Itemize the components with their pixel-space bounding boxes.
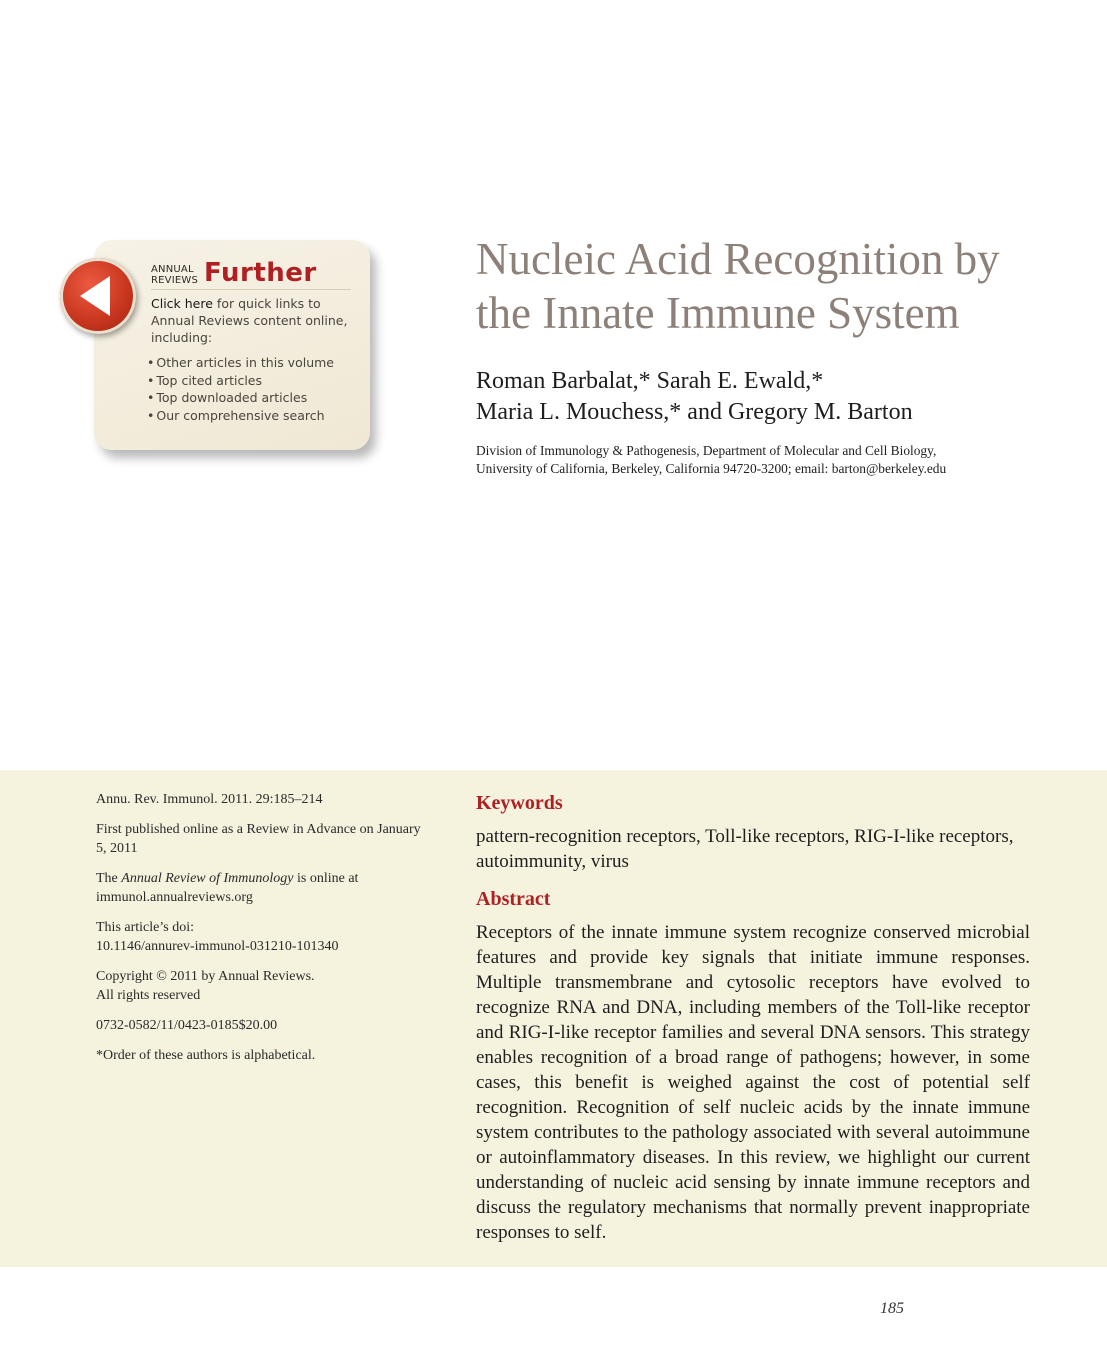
journal-name: Annual Review of Immunology bbox=[121, 871, 294, 886]
further-link-top-downloaded[interactable]: • Top downloaded articles bbox=[147, 389, 351, 407]
brand-line-annual: ANNUAL bbox=[151, 264, 194, 275]
keywords-heading: Keywords bbox=[476, 792, 563, 814]
issn: 0732-0582/11/0423-0185$20.00 bbox=[96, 1018, 278, 1033]
keywords-text: pattern-recognition receptors, Toll-like receptors, RIG-I-like receptors, autoimmunity, virus bbox=[476, 826, 1014, 872]
doi-value[interactable]: 10.1146/annurev-immunol-031210-101340 bbox=[96, 939, 339, 954]
keywords-abstract-column bbox=[476, 790, 1030, 1245]
article-title-line-1: Nucleic Acid Recognition by bbox=[476, 234, 1000, 284]
page-number: 185 bbox=[880, 1300, 904, 1317]
further-text bbox=[151, 260, 351, 424]
article-info-sidebar bbox=[96, 790, 426, 1076]
abstract-heading: Abstract bbox=[476, 888, 551, 910]
further-link-other-articles[interactable]: • Other articles in this volume bbox=[147, 354, 351, 372]
abstract-text: Receptors of the innate immune system recognize conserved microbial features and provide key signals that initiate immune responses. Multiple transmembrane and cytosolic receptors have evolved to recognize RNA and DNA, including members of the Toll-like receptor and RIG-I-like receptor families and several DNA sensors. This strategy enables recognition of a broad range of pathogens; however, in some cases, this benefit is weighed against the cost of potential self recognition. Recognition of self nucleic acids by the innate immune system contributes to the pathology associated with several autoimmune or autoinflammatory diseases. In this review, we highlight our current understanding of nucleic acid sensing by innate immune receptors and discuss the regulatory mechanisms that normally prevent inappropriate responses to self. bbox=[476, 922, 1030, 1243]
further-link-search[interactable]: • Our comprehensive search bbox=[147, 407, 351, 425]
rights: All rights reserved bbox=[96, 988, 201, 1003]
annual-reviews-logo bbox=[151, 260, 351, 290]
further-link-top-cited[interactable]: • Top cited articles bbox=[147, 372, 351, 390]
article-title-line-2: the Innate Immune System bbox=[476, 288, 960, 338]
brand-line-reviews: REVIEWS bbox=[151, 275, 199, 286]
further-back-arrow-icon[interactable] bbox=[60, 258, 136, 334]
further-description bbox=[151, 295, 351, 346]
click-here-link[interactable]: Click here bbox=[151, 296, 213, 311]
citation: Annu. Rev. Immunol. 2011. 29:185–214 bbox=[96, 792, 323, 807]
author-order-note: *Order of these authors is alphabetical. bbox=[96, 1048, 316, 1063]
authors-line-1: Roman Barbalat,* Sarah E. Ewald,* bbox=[476, 368, 824, 394]
further-description-text: for quick links to Annual Reviews content online, including: bbox=[151, 296, 348, 345]
article-title bbox=[476, 232, 1076, 340]
further-links-list bbox=[147, 354, 351, 424]
first-published: First published online as a Review in Advance on January 5, 2011 bbox=[96, 822, 421, 856]
doi-label: This article’s doi: bbox=[96, 920, 194, 935]
affiliation-line-1: Division of Immunology & Pathogenesis, Department of Molecular and Cell Biology, bbox=[476, 443, 937, 458]
authors-line-2: Maria L. Mouchess,* and Gregory M. Barton bbox=[476, 399, 913, 425]
further-panel[interactable] bbox=[94, 240, 380, 460]
copyright: Copyright © 2011 by Annual Reviews. bbox=[96, 969, 315, 984]
article-authors bbox=[476, 366, 1076, 428]
copyright-block bbox=[96, 967, 426, 1005]
brand-further-word: Further bbox=[204, 258, 317, 288]
journal-online-note: The Annual Review of Immunology is online at immunol.annualreviews.org bbox=[96, 871, 359, 905]
affiliation-line-2: University of California, Berkeley, California 94720-3200; email: barton@berkeley.edu bbox=[476, 461, 947, 476]
author-affiliation bbox=[476, 442, 1076, 478]
doi-block bbox=[96, 918, 426, 956]
